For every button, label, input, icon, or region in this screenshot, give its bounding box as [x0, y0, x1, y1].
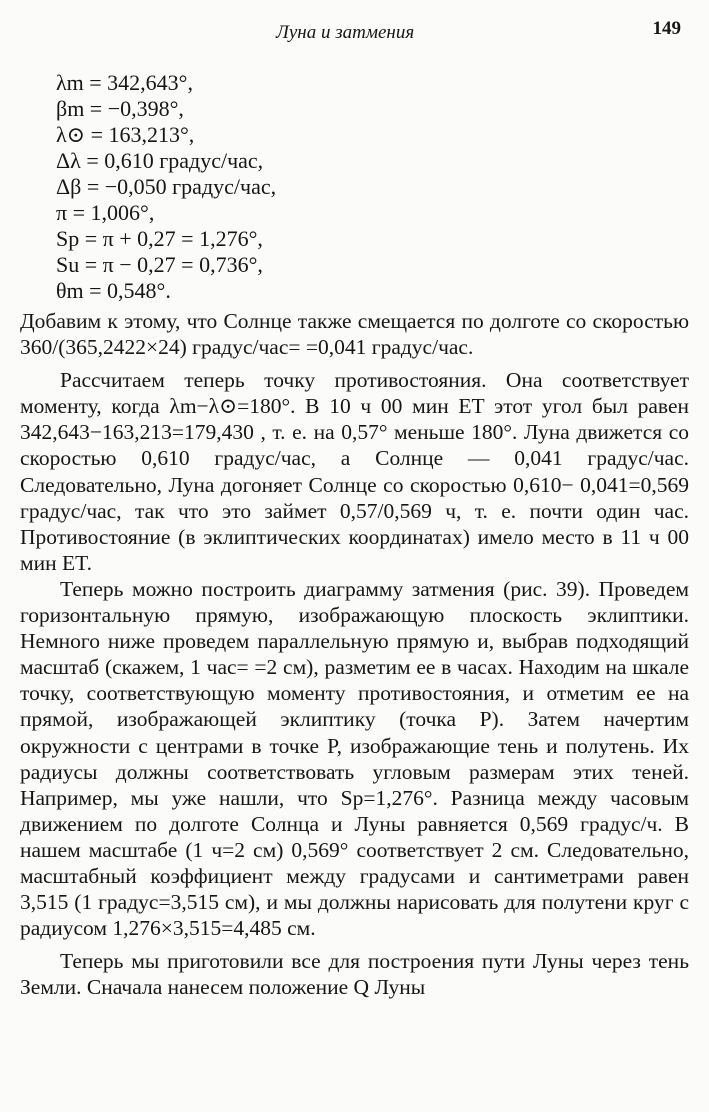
formula-moon-semidiameter: θm = 0,548°.: [56, 278, 171, 303]
formula-penumbra-radius: Sp = π + 0,27 = 1,276°,: [56, 226, 263, 251]
paragraph-diagram: Теперь можно построить диаграмму затмения (рис. 39). Проведем горизонтальную прямую, изображающую плоскость эклиптики. Немного ниже проведем параллельную прямую и, выбрав подходящий масштаб (скажем, 1 час= =2 см), разметим ее в часах. Находим на шкале точку, соответствующую моменту противостояния, и отметим ее на прямой, изображающей эклиптику (точка P). Затем начертим окружности с центрами в точке P, изображающие тень и полутень. Их радиусы должны соответствовать угловым размерам этих теней. Например, мы уже нашли, что Sp=1,276°. Разница между часовым движением по долготе Солнца и Луны равняется 0,569 градус/ч. В нашем масштабе (1 ч=2 см) 0,569° соответствует 2 см. Следовательно, масштабный коэффициент между градусами и сантиметрами равен 3,515 (1 градус=3,515 см), и мы должны нарисовать для полутени круг с радиусом 1,276×3,515=4,485 см.: [20, 576, 689, 941]
formula-parallax: π = 1,006°,: [56, 200, 155, 225]
formula-lambda-moon: λm = 342,643°,: [56, 70, 193, 95]
running-title: Луна и затмения: [276, 22, 415, 43]
formula-list: [56, 70, 276, 304]
paragraph-opposition: Рассчитаем теперь точку противостояния. Она соответствует моменту, когда λm−λ⊙=180°. В 10 ч 00 мин ET этот угол был равен 342,643−163,213=179,430 , т. е. на 0,57° меньше 180°. Луна движется со скоростью 0,610 градус/час, а Солнце — 0,041 градус/час. Следовательно, Луна догоняет Солнце со скоростью 0,610− 0,041=0,569 градус/час, так что это займет 0,57/0,569 ч, т. е. почти один час. Противостояние (в эклиптических координатах) имело место в 11 ч 00 мин ET.: [20, 368, 689, 575]
paragraph-sun-speed: Добавим к этому, что Солнце также смещается по долготе со скоростью 360/(365,2422×24) градус/час= =0,041 градус/час.: [20, 309, 689, 360]
formula-lambda-sun: λ⊙ = 163,213°,: [56, 122, 195, 147]
formula-beta-moon: βm = −0,398°,: [56, 96, 184, 121]
page-number: 149: [652, 18, 681, 39]
formula-delta-beta: Δβ = −0,050 градус/час,: [56, 174, 277, 199]
body-text: [20, 308, 689, 1000]
paragraph-moon-path: Теперь мы приготовили все для построения пути Луны через тень Земли. Сначала нанесем положение Q Луны: [20, 949, 689, 1000]
formula-delta-lambda: Δλ = 0,610 градус/час,: [56, 148, 264, 173]
page-header: [0, 18, 709, 46]
formula-umbra-radius: Su = π − 0,27 = 0,736°,: [56, 252, 263, 277]
